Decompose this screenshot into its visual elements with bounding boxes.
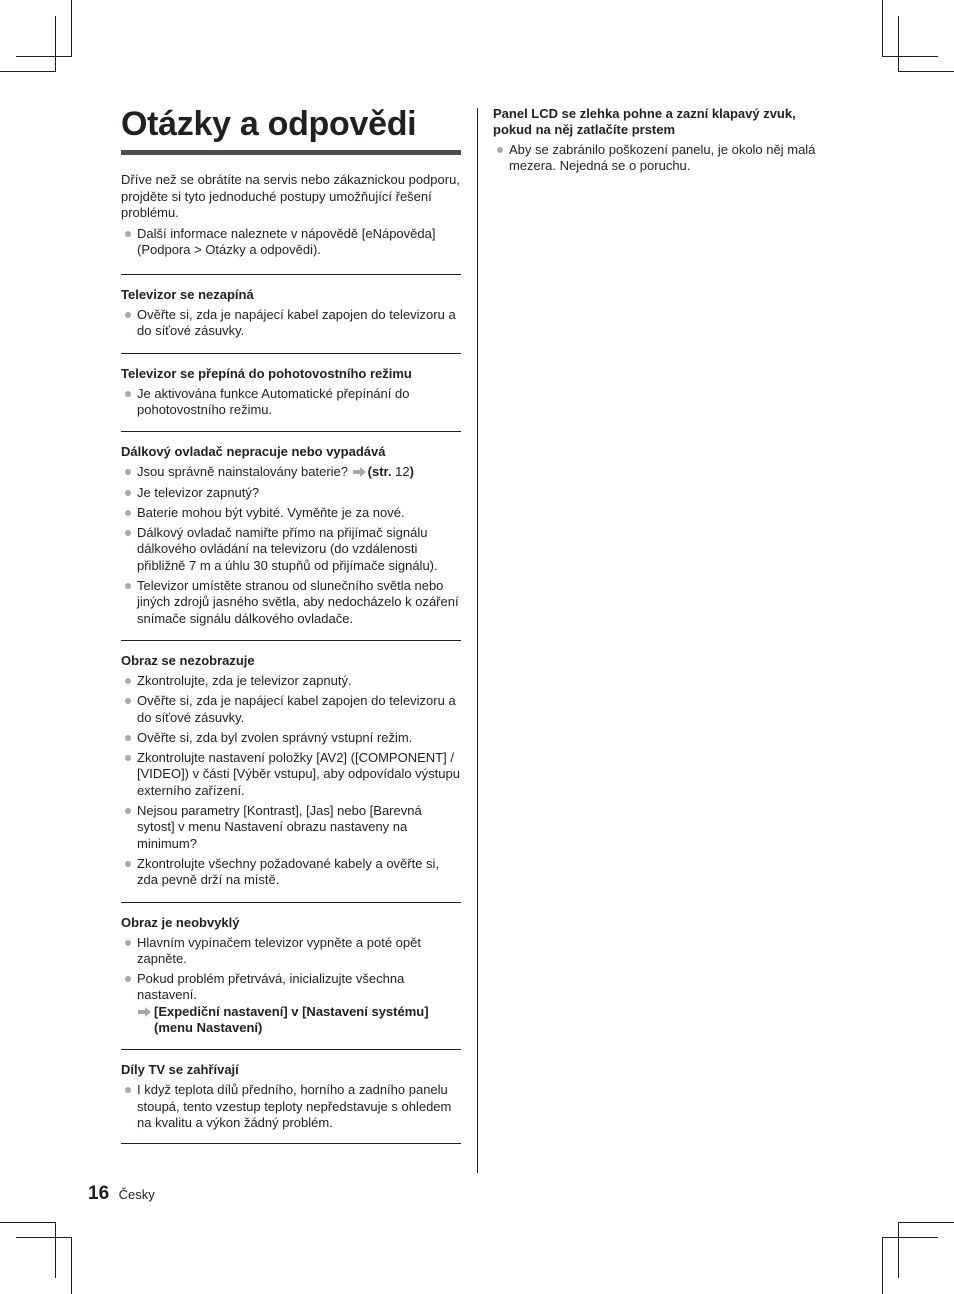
crop-mark [16, 1237, 72, 1238]
crop-mark [882, 56, 938, 57]
page-reference[interactable] [368, 464, 414, 479]
crop-mark [882, 0, 883, 56]
list-item: I když teplota dílů předního, horního a zadního panelu stoupá, tento vzestup teploty nepředstavuje s ohledem na kvalitu a výkon žádný problém. [121, 1082, 461, 1131]
section-bullets [493, 142, 838, 175]
section-abnormal-picture [121, 902, 461, 1050]
list-item: Zkontrolujte, zda je televizor zapnutý. [121, 673, 461, 689]
crop-mark [55, 1222, 56, 1278]
crop-mark [898, 1222, 954, 1223]
section-standby [121, 353, 461, 432]
language-label: Česky [118, 1186, 155, 1202]
menu-reference-text: [Expediční nastavení] v [Nastavení systému] (menu Nastavení) [154, 1003, 429, 1035]
list-item: Dálkový ovladač namiřte přímo na přijímač signálu dálkového ovládání na televizoru (do vzdálenosti přibližně 7 m a úhlu 30 stupňů od přijímače signálu). [121, 525, 461, 574]
crop-mark [55, 16, 56, 72]
crop-mark [882, 1237, 938, 1238]
list-item-text: Pokud problém přetrvává, inicializujte všechna nastavení. [137, 971, 405, 1003]
section-heading: Dálkový ovladač nepracuje nebo vypadává [121, 444, 386, 460]
intro-bullets [121, 226, 461, 259]
intro-text: Dříve než se obrátíte na servis nebo zákaznickou podporu, projděte si tyto jednoduché postupy umožňující řešení problému. [121, 172, 460, 220]
list-item: Zkontrolujte všechny požadované kabely a ověřte si, zda pevně drží na místě. [121, 856, 461, 889]
section-bullets [121, 935, 461, 1037]
arrow-right-icon [138, 1007, 151, 1017]
menu-reference[interactable] [137, 1004, 461, 1037]
section-heading: Obraz se nezobrazuje [121, 652, 255, 668]
list-item [121, 971, 461, 1036]
right-column [493, 106, 838, 179]
list-item: Ověřte si, zda je napájecí kabel zapojen do televizoru a do síťové zásuvky. [121, 307, 461, 340]
left-column [121, 104, 461, 1144]
list-item: Nejsou parametry [Kontrast], [Jas] nebo [Barevná sytost] v menu Nastavení obrazu nastaveny na minimum? [121, 803, 461, 852]
list-item [121, 464, 461, 480]
list-item: Další informace naleznete v nápovědě [eNápověda] (Podpora > Otázky a odpovědi). [121, 226, 461, 259]
crop-mark [16, 56, 72, 57]
list-item: Je televizor zapnutý? [121, 485, 461, 501]
list-item: Zkontrolujte nastavení položky [AV2] ([COMPONENT] / [VIDEO]) v části [Výběr vstupu], aby odpovídalo výstupu externího zařízení. [121, 750, 461, 799]
intro-block [121, 172, 461, 274]
list-item: Hlavním vypínačem televizor vypněte a poté opět zapněte. [121, 935, 461, 968]
section-heading: Díly TV se zahřívají [121, 1062, 239, 1078]
section-heading: Obraz je neobvyklý [121, 914, 240, 930]
crop-mark [898, 71, 954, 72]
section-heading: Televizor se přepíná do pohotovostního režimu [121, 365, 412, 381]
section-bullets [121, 464, 461, 627]
crop-mark [898, 1222, 899, 1278]
section-bullets [121, 673, 461, 889]
crop-mark [71, 1237, 72, 1294]
crop-mark [71, 0, 72, 56]
section-parts-heat [121, 1049, 461, 1144]
list-item: Televizor umístěte stranou od slunečního světla nebo jiných zdrojů jasného světla, aby nedocházelo k ozáření snímače signálu dálkového ovladače. [121, 578, 461, 627]
section-bullets [121, 1082, 461, 1131]
list-item: Ověřte si, zda je napájecí kabel zapojen do televizoru a do síťové zásuvky. [121, 693, 461, 726]
section-heading: Panel LCD se zlehka pohne a zazní klapavý zvuk, pokud na něj zatlačíte prstem [493, 106, 796, 137]
list-item: Ověřte si, zda byl zvolen správný vstupní režim. [121, 730, 461, 746]
column-divider [477, 108, 478, 1173]
section-remote [121, 431, 461, 640]
reference-suffix: ) [409, 464, 414, 480]
page-number: 16 [88, 1183, 110, 1204]
page-footer [88, 1183, 155, 1205]
crop-mark [0, 1222, 56, 1223]
section-heading: Televizor se nezapíná [121, 287, 254, 303]
list-item: Je aktivována funkce Automatické přepínání do pohotovostního režimu. [121, 386, 461, 419]
section-tv-not-on [121, 274, 461, 353]
crop-mark [0, 71, 56, 72]
crop-mark [882, 1237, 883, 1294]
reference-prefix: (str. [367, 464, 396, 480]
section-bullets [121, 386, 461, 419]
arrow-right-icon [353, 467, 366, 477]
crop-mark [898, 16, 899, 72]
page-title: Otázky a odpovědi [121, 105, 417, 143]
section-bullets [121, 307, 461, 340]
reference-page: 12 [395, 464, 410, 480]
title-rule [121, 150, 461, 155]
list-item: Baterie mohou být vybité. Vyměňte je za nové. [121, 505, 461, 521]
list-item: Aby se zabránilo poškození panelu, je okolo něj malá mezera. Nejedná se o poruchu. [493, 142, 838, 175]
list-item-text: Jsou správně nainstalovány baterie? [137, 464, 349, 480]
section-no-picture [121, 640, 461, 902]
